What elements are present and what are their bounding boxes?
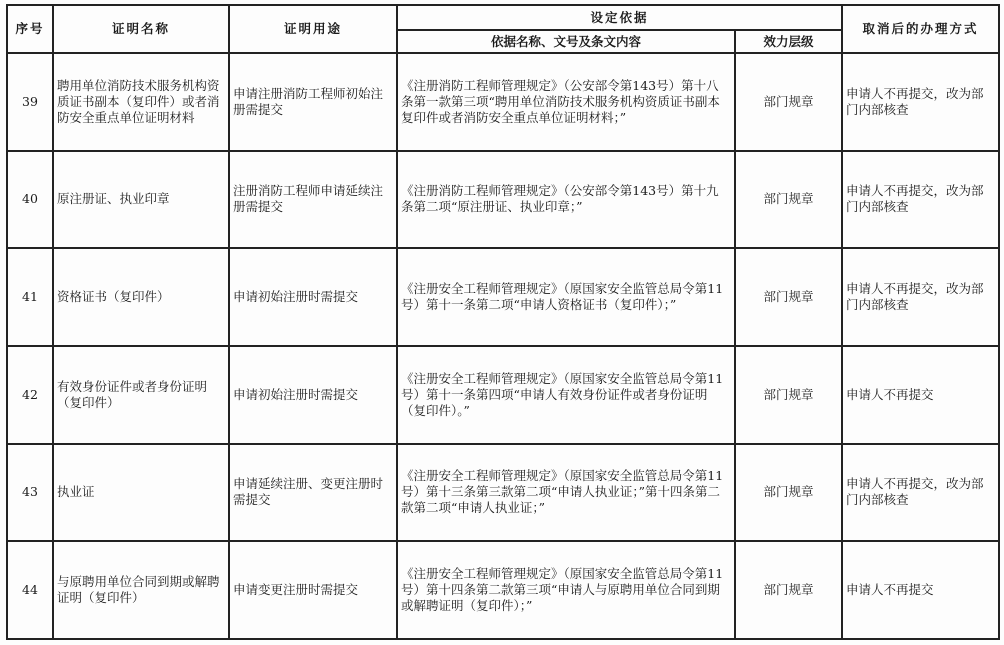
table-row	[7, 53, 999, 151]
certificate-name: 聘用单位消防技术服务机构资质证书副本（复印件）或者消防安全重点单位证明材料	[53, 53, 229, 151]
certificate-name: 原注册证、执业印章	[53, 151, 229, 249]
certificate-use: 申请初始注册时需提交	[229, 346, 397, 444]
header-basis: 依据名称、文号及条文内容	[397, 30, 735, 53]
table-row	[7, 248, 999, 346]
certificate-use: 申请初始注册时需提交	[229, 248, 397, 346]
legal-basis: 《注册消防工程师管理规定》（公安部令第143号）第十九条第二项“原注册证、执业印章；”	[397, 151, 735, 249]
certificate-name: 执业证	[53, 444, 229, 542]
effect-level: 部门规章	[735, 444, 842, 542]
certificate-name: 与原聘用单位合同到期或解聘证明（复印件）	[53, 541, 229, 639]
row-number: 40	[7, 151, 53, 249]
effect-level: 部门规章	[735, 151, 842, 249]
certificate-table	[6, 4, 1000, 640]
legal-basis: 《注册安全工程师管理规定》（原国家安全监管总局令第11号）第十一条第二项“申请人资格证书（复印件）；”	[397, 248, 735, 346]
row-number: 41	[7, 248, 53, 346]
row-number: 44	[7, 541, 53, 639]
legal-basis: 《注册安全工程师管理规定》（原国家安全监管总局令第11号）第十三条第三款第二项“申请人执业证；”第十四条第二款第二项“申请人执业证；”	[397, 444, 735, 542]
row-number: 42	[7, 346, 53, 444]
handling-method: 申请人不再提交，改为部门内部核查	[842, 53, 999, 151]
header-level: 效力层级	[735, 30, 842, 53]
header-name: 证明名称	[53, 5, 229, 53]
handling-method: 申请人不再提交	[842, 346, 999, 444]
certificate-name: 有效身份证件或者身份证明（复印件）	[53, 346, 229, 444]
certificate-name: 资格证书（复印件）	[53, 248, 229, 346]
table-row	[7, 151, 999, 249]
handling-method: 申请人不再提交	[842, 541, 999, 639]
table-row	[7, 444, 999, 542]
effect-level: 部门规章	[735, 53, 842, 151]
header-seq: 序号	[7, 5, 53, 53]
header-method: 取消后的办理方式	[842, 5, 999, 53]
certificate-use: 注册消防工程师申请延续注册需提交	[229, 151, 397, 249]
handling-method: 申请人不再提交，改为部门内部核查	[842, 444, 999, 542]
legal-basis: 《注册安全工程师管理规定》（原国家安全监管总局令第11号）第十四条第二款第三项“申请人与原聘用单位合同到期或解聘证明（复印件）；”	[397, 541, 735, 639]
row-number: 43	[7, 444, 53, 542]
header-use: 证明用途	[229, 5, 397, 53]
certificate-use: 申请变更注册时需提交	[229, 541, 397, 639]
row-number: 39	[7, 53, 53, 151]
certificate-use: 申请注册消防工程师初始注册需提交	[229, 53, 397, 151]
legal-basis: 《注册安全工程师管理规定》（原国家安全监管总局令第11号）第十一条第四项“申请人有效身份证件或者身份证明（复印件）。”	[397, 346, 735, 444]
table-row	[7, 541, 999, 639]
effect-level: 部门规章	[735, 346, 842, 444]
table-row	[7, 346, 999, 444]
effect-level: 部门规章	[735, 541, 842, 639]
handling-method: 申请人不再提交，改为部门内部核查	[842, 151, 999, 249]
header-basis-group: 设定依据	[397, 5, 842, 30]
certificate-use: 申请延续注册、变更注册时需提交	[229, 444, 397, 542]
header-row-1	[7, 5, 999, 30]
handling-method: 申请人不再提交，改为部门内部核查	[842, 248, 999, 346]
legal-basis: 《注册消防工程师管理规定》（公安部令第143号）第十八条第一款第三项“聘用单位消防技术服务机构资质证书副本复印件或者消防安全重点单位证明材料；”	[397, 53, 735, 151]
effect-level: 部门规章	[735, 248, 842, 346]
